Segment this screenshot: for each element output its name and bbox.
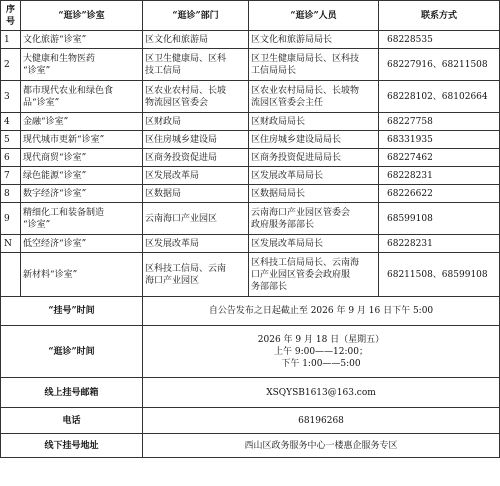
phone-value: 68196268 bbox=[143, 408, 500, 434]
cell-contact bbox=[379, 31, 500, 49]
header-seq: 序 号 bbox=[1, 1, 21, 31]
email-row bbox=[1, 378, 500, 408]
cell-contact bbox=[379, 253, 500, 297]
cell-seq: 9 bbox=[1, 203, 21, 235]
phone-row bbox=[1, 408, 500, 434]
person-line: 区发展改革局局长 bbox=[251, 238, 324, 249]
person-line: 务部部长 bbox=[251, 281, 288, 292]
cell-contact bbox=[379, 131, 500, 149]
cell-dept bbox=[143, 131, 249, 149]
cell-clinic bbox=[21, 185, 143, 203]
cell-seq: 1 bbox=[1, 31, 21, 49]
dept-line: 区文化和旅游局 bbox=[145, 34, 209, 45]
person-line: 口产业园区管委会政府服 bbox=[251, 269, 351, 280]
dept-line: 区住房城乡建设局 bbox=[145, 134, 218, 145]
contact-line: 68211508、68599108 bbox=[387, 269, 488, 280]
cell-clinic bbox=[21, 235, 143, 253]
person-line: 区数据局局长 bbox=[251, 188, 306, 199]
dept-line: 区财政局 bbox=[145, 116, 182, 127]
info-section bbox=[1, 297, 500, 458]
cell-person bbox=[249, 203, 379, 235]
cell-clinic bbox=[21, 113, 143, 131]
clinic-line: 金融“诊室” bbox=[23, 116, 69, 127]
clinic-line: “诊室” bbox=[23, 65, 51, 76]
contact-line: 68228102、68102664 bbox=[387, 91, 488, 102]
address-label: 线下挂号地址 bbox=[1, 434, 143, 458]
clinic-line: 数字经济“诊室” bbox=[23, 188, 87, 199]
visit-time-row bbox=[1, 326, 500, 378]
table-row bbox=[1, 185, 500, 203]
cell-person bbox=[249, 31, 379, 49]
contact-line: 68226622 bbox=[387, 188, 433, 199]
table-row bbox=[1, 113, 500, 131]
person-line: 工信局局长 bbox=[251, 65, 297, 76]
cell-clinic bbox=[21, 167, 143, 185]
cell-seq: 4 bbox=[1, 113, 21, 131]
header-clinic: “逛诊”诊室 bbox=[21, 1, 143, 31]
dept-line: 物流园区管委会 bbox=[145, 97, 209, 108]
phone-label: 电话 bbox=[1, 408, 143, 434]
cell-person bbox=[249, 149, 379, 167]
person-line: 区卫生健康局局长、区科技 bbox=[251, 53, 360, 64]
table-row bbox=[1, 31, 500, 49]
cell-dept bbox=[143, 185, 249, 203]
visit-time-value bbox=[143, 326, 500, 378]
cell-person bbox=[249, 235, 379, 253]
person-line: 区财政局局长 bbox=[251, 116, 306, 127]
person-line: 区农业农村局局长、长坡物 bbox=[251, 85, 360, 96]
contact-line: 68228231 bbox=[387, 170, 433, 181]
cell-dept bbox=[143, 253, 249, 297]
cell-seq: 5 bbox=[1, 131, 21, 149]
clinic-line: 现代城市更新“诊室” bbox=[23, 134, 105, 145]
cell-dept bbox=[143, 113, 249, 131]
dept-line: 云南海口产业园区 bbox=[145, 213, 218, 224]
cell-contact bbox=[379, 81, 500, 113]
cell-dept bbox=[143, 167, 249, 185]
person-line: 云南海口产业园区管委会 bbox=[251, 207, 351, 218]
cell-contact bbox=[379, 203, 500, 235]
clinic-line: 低空经济“诊室” bbox=[23, 238, 87, 249]
person-line: 区科技工信局局长、云南海 bbox=[251, 257, 360, 268]
register-time-label: “挂号”时间 bbox=[1, 297, 143, 326]
person-line: 区发展改革局局长 bbox=[251, 170, 324, 181]
clinic-line: 新材料“诊室” bbox=[23, 269, 78, 280]
person-line: 区文化和旅游局局长 bbox=[251, 34, 333, 45]
cell-clinic bbox=[21, 149, 143, 167]
cell-seq: 3 bbox=[1, 81, 21, 113]
cell-person bbox=[249, 131, 379, 149]
dept-line: 区发展改革局 bbox=[145, 238, 200, 249]
clinic-line: 绿色能源“诊室” bbox=[23, 170, 87, 181]
cell-seq: 2 bbox=[1, 49, 21, 81]
visit-morning: 上午 9:00——12:00； bbox=[273, 346, 368, 357]
contact-line: 68227758 bbox=[387, 116, 433, 127]
person-line: 区商务投资促进局局长 bbox=[251, 152, 342, 163]
header-contact: 联系方式 bbox=[379, 1, 500, 31]
cell-contact bbox=[379, 49, 500, 81]
dept-line: 区科技工信局、云南 bbox=[145, 263, 227, 274]
table-header-row bbox=[1, 1, 500, 31]
cell-dept bbox=[143, 149, 249, 167]
cell-person bbox=[249, 81, 379, 113]
contact-line: 68599108 bbox=[387, 213, 433, 224]
table-row bbox=[1, 253, 500, 297]
cell-contact bbox=[379, 185, 500, 203]
cell-person bbox=[249, 253, 379, 297]
cell-seq: 6 bbox=[1, 149, 21, 167]
person-line: 政府服务部部长 bbox=[251, 219, 315, 230]
clinic-line: 现代商贸“诊室” bbox=[23, 152, 87, 163]
cell-dept bbox=[143, 31, 249, 49]
visit-afternoon: 下午 1:00——5:00 bbox=[281, 358, 361, 369]
cell-dept bbox=[143, 235, 249, 253]
table-row bbox=[1, 81, 500, 113]
dept-line: 区数据局 bbox=[145, 188, 182, 199]
table-row bbox=[1, 167, 500, 185]
visit-time-label: “逛诊”时间 bbox=[1, 326, 143, 378]
table-body bbox=[1, 31, 500, 297]
clinic-line: 大健康和生物医药 bbox=[23, 53, 96, 64]
dept-line: 区农业农村局、长坡 bbox=[145, 85, 227, 96]
header-person: “逛诊”人员 bbox=[249, 1, 379, 31]
contact-line: 68227916、68211508 bbox=[387, 59, 488, 70]
cell-contact bbox=[379, 235, 500, 253]
register-time-row bbox=[1, 297, 500, 326]
person-line: 流园区管委会主任 bbox=[251, 97, 324, 108]
dept-line: 区发展改革局 bbox=[145, 170, 200, 181]
clinic-line: 文化旅游“诊室” bbox=[23, 34, 87, 45]
cell-person bbox=[249, 49, 379, 81]
dept-line: 区卫生健康局、区科 bbox=[145, 53, 227, 64]
table-row bbox=[1, 235, 500, 253]
table-row bbox=[1, 131, 500, 149]
contact-line: 68331935 bbox=[387, 134, 433, 145]
cell-clinic bbox=[21, 31, 143, 49]
register-time-value: 自公告发布之日起截止至 2026 年 9 月 16 日下午 5:00 bbox=[143, 297, 500, 326]
cell-contact bbox=[379, 149, 500, 167]
cell-seq bbox=[1, 253, 21, 297]
cell-clinic bbox=[21, 203, 143, 235]
email-value[interactable]: XSQYSB1613@163.com bbox=[143, 378, 500, 408]
cell-dept bbox=[143, 49, 249, 81]
cell-dept bbox=[143, 81, 249, 113]
dept-line: 海口产业园区 bbox=[145, 275, 200, 286]
cell-seq: 8 bbox=[1, 185, 21, 203]
cell-clinic bbox=[21, 253, 143, 297]
email-label: 线上挂号邮箱 bbox=[1, 378, 143, 408]
cell-contact bbox=[379, 113, 500, 131]
cell-dept bbox=[143, 203, 249, 235]
cell-clinic bbox=[21, 131, 143, 149]
clinic-line: 都市现代农业和绿色食 bbox=[23, 85, 114, 96]
cell-clinic bbox=[21, 81, 143, 113]
clinic-line: “诊室” bbox=[23, 219, 51, 230]
visit-date: 2026 年 9 月 18 日（星期五） bbox=[257, 334, 385, 345]
cell-person bbox=[249, 185, 379, 203]
table-row bbox=[1, 149, 500, 167]
cell-seq: 7 bbox=[1, 167, 21, 185]
table-row bbox=[1, 49, 500, 81]
address-row bbox=[1, 434, 500, 458]
dept-line: 技工信局 bbox=[145, 65, 182, 76]
contact-line: 68227462 bbox=[387, 152, 433, 163]
cell-person bbox=[249, 167, 379, 185]
cell-person bbox=[249, 113, 379, 131]
cell-clinic bbox=[21, 49, 143, 81]
address-value: 西山区政务服务中心一楼惠企服务专区 bbox=[143, 434, 500, 458]
contact-line: 68228231 bbox=[387, 238, 433, 249]
clinic-line: 精细化工和装备制造 bbox=[23, 207, 105, 218]
table-row bbox=[1, 203, 500, 235]
person-line: 区住房城乡建设局局长 bbox=[251, 134, 342, 145]
cell-contact bbox=[379, 167, 500, 185]
cell-seq: N bbox=[1, 235, 21, 253]
dept-line: 区商务投资促进局 bbox=[145, 152, 218, 163]
clinic-line: 品“诊室” bbox=[23, 97, 60, 108]
header-dept: “逛诊”部门 bbox=[143, 1, 249, 31]
contact-line: 68228535 bbox=[387, 34, 433, 45]
